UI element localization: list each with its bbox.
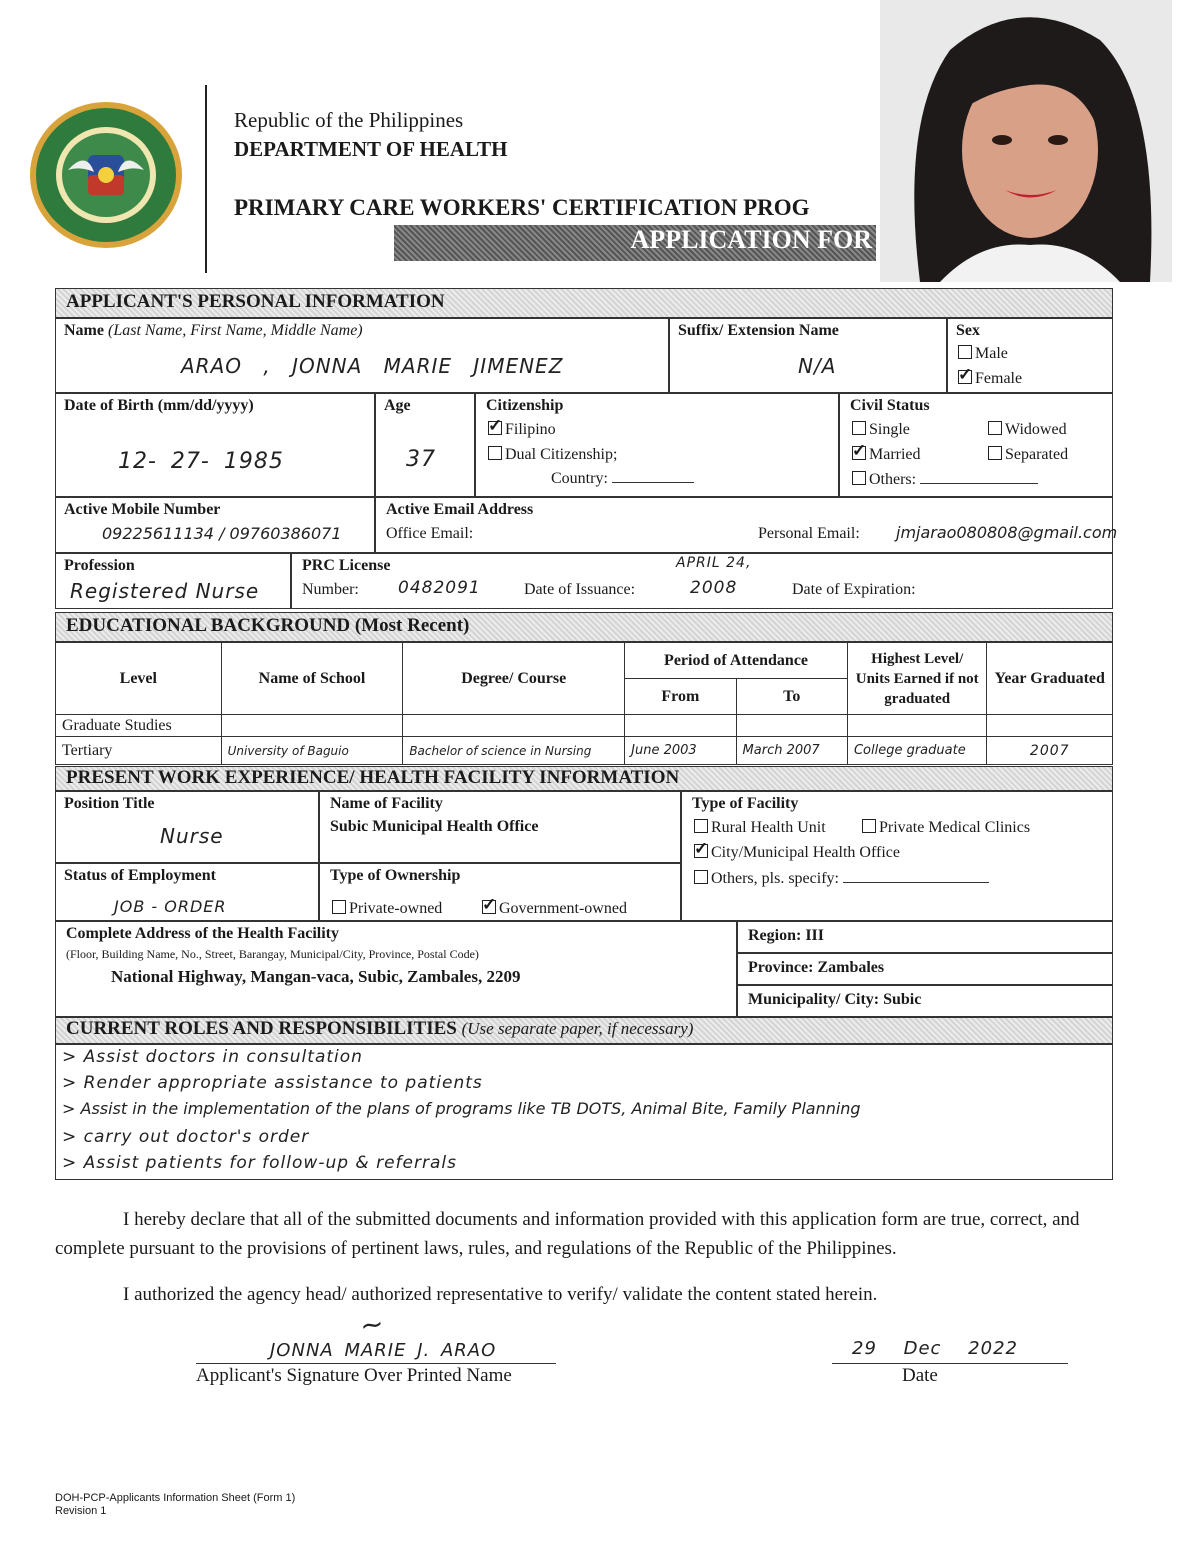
date-label: Date: [902, 1365, 938, 1386]
ownership-gov-option[interactable]: [482, 900, 627, 918]
issuance-label: Date of Issuance:: [524, 581, 636, 598]
ownership-private-checkbox[interactable]: [332, 900, 346, 914]
position-label: Position Title: [64, 795, 155, 812]
facility-cell: [319, 791, 681, 863]
row-from[interactable]: June 2003: [625, 737, 736, 765]
country-name: Republic of the Philippines: [234, 108, 464, 132]
row-highest[interactable]: [847, 715, 987, 737]
citizenship-label: Citizenship: [486, 397, 564, 414]
row-degree[interactable]: Bachelor of science in Nursing: [403, 737, 625, 765]
row-to[interactable]: [736, 715, 847, 737]
type-city-option[interactable]: [694, 844, 900, 862]
roles-title: CURRENT ROLES AND RESPONSIBILITIES: [66, 1018, 457, 1039]
applicant-photo: [880, 0, 1172, 282]
row-year[interactable]: 2007: [987, 737, 1113, 765]
program-title: PRIMARY CARE WORKERS' CERTIFICATION PROG: [234, 195, 810, 220]
civil-widowed-option[interactable]: [988, 421, 1067, 439]
type-others-text: Others, pls. specify:: [711, 870, 839, 887]
address-value[interactable]: National Highway, Mangan-vaca, Subic, Zambales, 2209: [111, 967, 521, 986]
married-text: Married: [869, 446, 921, 463]
type-others-checkbox[interactable]: [694, 870, 708, 884]
separated-checkbox[interactable]: [988, 446, 1002, 460]
position-cell: [55, 791, 319, 863]
mobile-cell: [55, 497, 375, 553]
sex-female-checkbox[interactable]: [958, 370, 972, 384]
col-school: Name of School: [221, 643, 403, 715]
others-text: Others:: [869, 471, 917, 488]
revision: Revision 1: [55, 1505, 107, 1517]
profession-cell: [55, 553, 291, 609]
personal-email-label: Personal Email:: [758, 525, 860, 542]
private-clinic-text: Private Medical Clinics: [879, 819, 1031, 836]
status-label: Status of Employment: [64, 867, 217, 884]
education-table: [55, 642, 1113, 765]
prc-label: PRC License: [302, 557, 391, 574]
row-highest[interactable]: College graduate: [847, 737, 987, 765]
widowed-text: Widowed: [1005, 421, 1067, 438]
sex-male-checkbox[interactable]: [958, 345, 972, 359]
roles-hint: (Use separate paper, if necessary): [461, 1019, 694, 1038]
row-degree[interactable]: [403, 715, 625, 737]
civil-status-label: Civil Status: [850, 397, 930, 414]
prc-cell: [291, 553, 1113, 609]
address-label: Complete Address of the Health Facility: [66, 925, 340, 942]
row-school[interactable]: [221, 715, 403, 737]
col-from: From: [625, 679, 736, 715]
printed-name[interactable]: JONNA MARIE J. ARAO: [270, 1340, 497, 1361]
region-cell: [737, 921, 1113, 953]
dob-value[interactable]: 12- 27- 1985: [118, 449, 284, 474]
roles-list[interactable]: [55, 1044, 1113, 1180]
facility-type-cell: [681, 791, 1113, 921]
profession-value[interactable]: Registered Nurse: [70, 579, 260, 603]
row-level: Graduate Studies: [56, 715, 222, 737]
department-name: DEPARTMENT OF HEALTH: [234, 137, 508, 161]
date-value[interactable]: 29 Dec 2022: [852, 1338, 1018, 1359]
mobile-value[interactable]: 09225611134 / 09760386071: [102, 524, 342, 543]
issuance-value-top[interactable]: APRIL 24,: [676, 555, 752, 571]
issuance-value[interactable]: 2008: [690, 578, 738, 598]
filipino-text: Filipino: [505, 421, 556, 438]
authorization-text: I authorized the agency head/ authorized representative to verify/ validate the content stated herein.: [123, 1284, 878, 1305]
suffix-cell: [669, 318, 947, 393]
private-clinic-checkbox[interactable]: [862, 819, 876, 833]
civil-single-option[interactable]: [852, 421, 910, 439]
row-school[interactable]: University of Baguio: [221, 737, 403, 765]
dob-cell: [55, 393, 375, 497]
table-row: [56, 737, 1113, 765]
row-year[interactable]: [987, 715, 1113, 737]
col-highest: Highest Level/ Units Earned if not graduated: [847, 643, 987, 715]
citizenship-dual-option[interactable]: [488, 446, 617, 464]
single-text: Single: [869, 421, 910, 438]
name-label: Name: [64, 322, 104, 339]
form-id: DOH-PCP-Applicants Information Sheet (Form 1): [55, 1492, 296, 1504]
city-text: City/Municipal Health Office: [711, 844, 900, 861]
sex-male-option[interactable]: [958, 345, 1008, 363]
type-private-option[interactable]: [862, 819, 1030, 837]
facility-type-label: Type of Facility: [692, 795, 799, 812]
col-degree: Degree/ Course: [403, 643, 625, 715]
age-label: Age: [384, 397, 411, 414]
roles-heading: [55, 1017, 1113, 1044]
ownership-private-text: Private-owned: [349, 900, 443, 917]
sex-male-text: Male: [975, 345, 1008, 362]
office-email-label: Office Email:: [386, 525, 474, 542]
citizenship-cell: [475, 393, 839, 497]
city-checkbox[interactable]: [694, 844, 708, 858]
municipality-cell: [737, 985, 1113, 1017]
suffix-label: Suffix/ Extension Name: [678, 322, 839, 339]
personal-info-heading: APPLICANT'S PERSONAL INFORMATION: [55, 288, 1113, 318]
doh-seal: [28, 100, 184, 250]
personal-email-value[interactable]: jmjarao080808@gmail.com: [896, 523, 1118, 542]
type-others-option[interactable]: [694, 870, 989, 888]
email-cell: [375, 497, 1118, 553]
region-value: Region: III: [748, 927, 825, 944]
signature-label: Applicant's Signature Over Printed Name: [196, 1365, 512, 1386]
suffix-value[interactable]: N/A: [798, 354, 837, 378]
list-item: > Assist doctors in consultation: [62, 1047, 363, 1067]
rural-text: Rural Health Unit: [711, 819, 826, 836]
row-level: Tertiary: [56, 737, 222, 765]
prc-number-label: Number:: [302, 581, 359, 598]
facility-label: Name of Facility: [330, 795, 443, 812]
list-item: > carry out doctor's order: [62, 1127, 310, 1147]
work-heading: PRESENT WORK EXPERIENCE/ HEALTH FACILITY INFORMATION: [55, 766, 1113, 791]
ownership-cell: [319, 863, 681, 921]
dual-checkbox[interactable]: [488, 446, 502, 460]
province-cell: [737, 953, 1113, 985]
col-year: Year Graduated: [987, 643, 1113, 715]
name-hint: (Last Name, First Name, Middle Name): [107, 322, 363, 339]
civil-married-option[interactable]: [852, 446, 921, 464]
sex-female-option[interactable]: [958, 370, 1022, 388]
ownership-gov-text: Government-owned: [499, 900, 627, 917]
prc-number-value[interactable]: 0482091: [398, 578, 481, 598]
widowed-checkbox[interactable]: [988, 421, 1002, 435]
single-checkbox[interactable]: [852, 421, 866, 435]
citizenship-country: Country:: [551, 470, 694, 488]
list-item: > Assist patients for follow-up & referrals: [62, 1153, 457, 1173]
address-hint: (Floor, Building Name, No., Street, Barangay, Municipal/City, Province, Postal Code): [66, 947, 479, 961]
ownership-private-option[interactable]: [332, 900, 442, 918]
address-cell: [55, 921, 737, 1017]
civil-others-option[interactable]: [852, 471, 1038, 489]
others-checkbox[interactable]: [852, 471, 866, 485]
married-checkbox[interactable]: [852, 446, 866, 460]
province-value: Province: Zambales: [748, 959, 885, 976]
separated-text: Separated: [1005, 446, 1069, 463]
dob-label: Date of Birth (mm/dd/yyyy): [64, 397, 254, 414]
type-rural-option[interactable]: [694, 819, 826, 837]
list-item: > Assist in the implementation of the plans of programs like TB DOTS, Animal Bite, Family Planning: [62, 1099, 861, 1118]
col-level: Level: [56, 643, 222, 715]
profession-label: Profession: [64, 557, 135, 574]
rural-checkbox[interactable]: [694, 819, 708, 833]
status-value[interactable]: JOB - ORDER: [114, 897, 227, 916]
ownership-label: Type of Ownership: [330, 867, 461, 884]
facility-value[interactable]: Subic Municipal Health Office: [330, 818, 539, 835]
municipality-value: Municipality/ City: Subic: [748, 991, 922, 1008]
signature-mark: ~: [357, 1306, 387, 1343]
ownership-gov-checkbox[interactable]: [482, 900, 496, 914]
civil-separated-option[interactable]: [988, 446, 1068, 464]
list-item: > Render appropriate assistance to patients: [62, 1073, 483, 1093]
col-to: To: [736, 679, 847, 715]
row-from[interactable]: [625, 715, 736, 737]
civil-status-cell: [839, 393, 1113, 497]
col-period: Period of Attendance: [625, 643, 848, 679]
sex-cell: [947, 318, 1113, 393]
declaration-text: I hereby declare that all of the submitted documents and information provided with this application form are true, correct, and complete pursuant to the provisions of pertinent laws, rules, and regulations of the Republic of the Philippines.: [55, 1209, 1080, 1259]
email-label: Active Email Address: [386, 501, 534, 518]
position-value[interactable]: Nurse: [160, 824, 224, 848]
status-cell: [55, 863, 319, 921]
filipino-checkbox[interactable]: [488, 421, 502, 435]
dual-text: Dual Citizenship;: [505, 446, 618, 463]
sex-female-text: Female: [975, 370, 1023, 387]
row-to[interactable]: March 2007: [736, 737, 847, 765]
expiration-label: Date of Expiration:: [792, 581, 916, 598]
age-value[interactable]: 37: [406, 447, 436, 472]
citizenship-filipino-option[interactable]: [488, 421, 556, 439]
table-row: [56, 715, 1113, 737]
age-cell: [375, 393, 475, 497]
form-title-banner: APPLICATION FOR: [394, 225, 876, 261]
name-value[interactable]: ARAO , JONNA MARIE JIMENEZ: [181, 354, 564, 378]
mobile-label: Active Mobile Number: [64, 501, 221, 518]
education-heading: EDUCATIONAL BACKGROUND (Most Recent): [55, 612, 1113, 642]
name-cell: [55, 318, 669, 393]
sex-label: Sex: [956, 322, 980, 339]
